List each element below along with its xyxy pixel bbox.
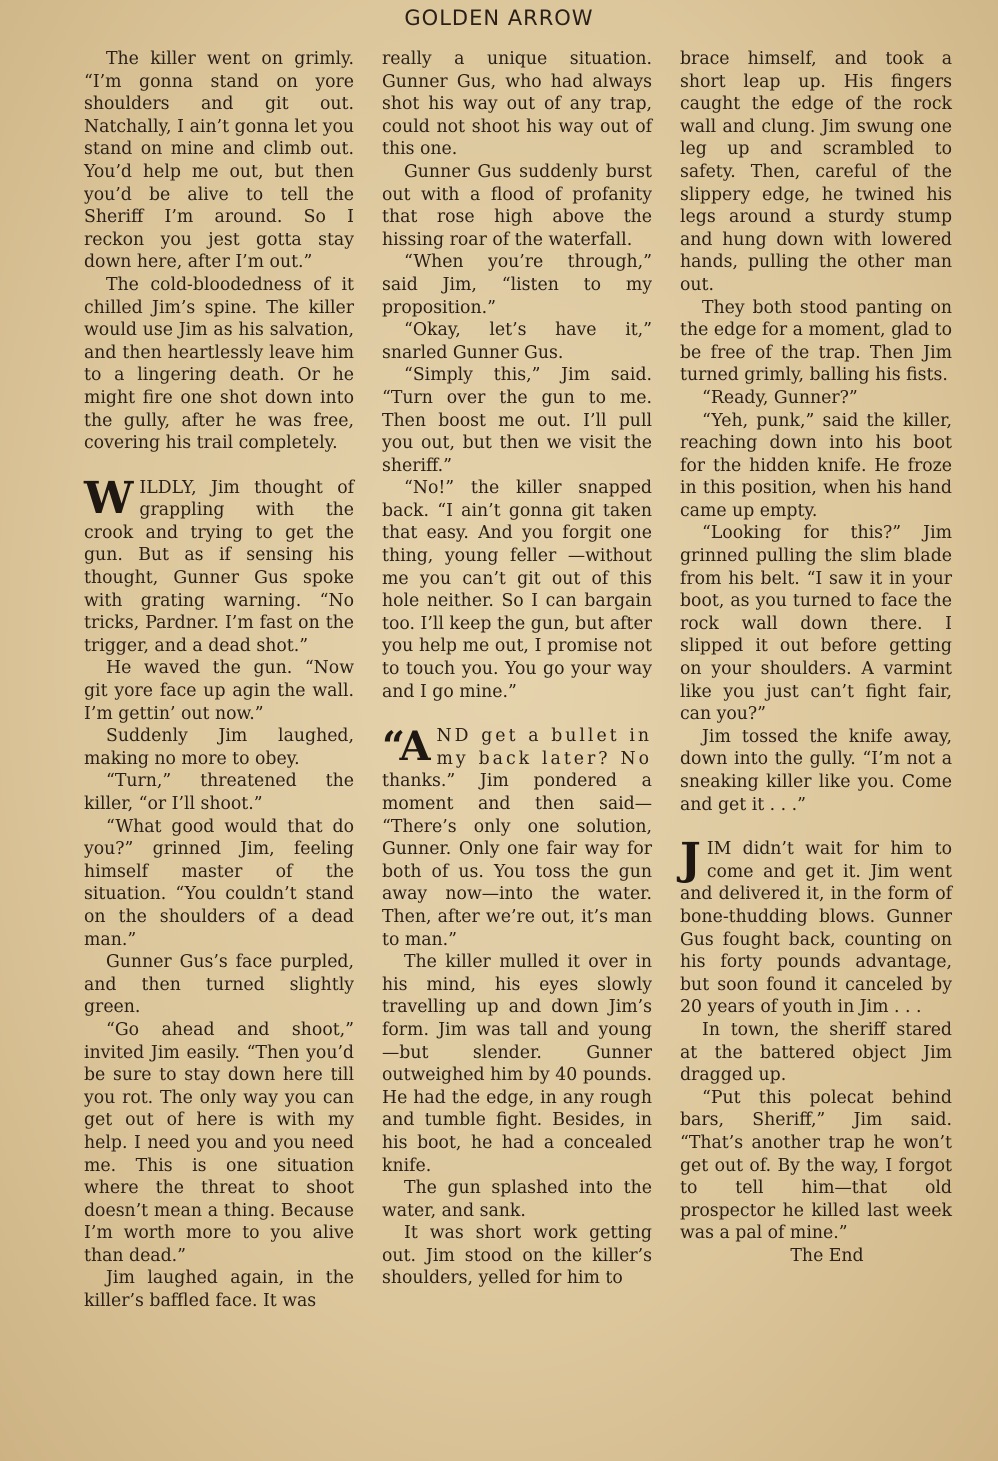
paragraph: “When you’re through,” said Jim, “listen to my proposition.” (382, 252, 652, 318)
paragraph: “Go ahead and shoot,” invited Jim easily. “Then you’d be sure to stay down here till you rot. The only way you can get out of here is with my help. I need you and you need me. This is one situation where the threat to shoot doesn’t mean a thing. Because I’m worth more to you alive than dead.” (84, 1019, 354, 1266)
paragraph: The killer mulled it over in his mind, his eyes slowly travelling up and down Jim’s form. Jim was tall and young —but slender. Gunner outweighed him by 40 pounds. He had the edge, in any rough and tumble fight. Besides, in his boot, he had a concealed knife. (382, 952, 652, 1176)
column-3 (680, 48, 952, 1267)
paragraph: The gun splashed into the water, and sank. (382, 1178, 652, 1221)
dropcap-letter: “A (382, 723, 431, 771)
dropcap-lead: ND get a bullet in my back later? No (436, 726, 652, 769)
column-2 (382, 48, 652, 1290)
dropcap-paragraph (382, 725, 652, 951)
paragraph: “Turn,” threatened the killer, “or I’ll shoot.” (84, 771, 354, 814)
paragraph: They both stood panting on the edge for a moment, glad to be free of the trap. Then Jim turned grimly, balling his fists. (680, 297, 952, 386)
paragraph: “Looking for this?” Jim grinned pulling the slim blade from his belt. “I saw it in your boot, as you turned to face the rock wall down there. I slipped it out before getting on your shoulders. A varmint like you just can’t fight fair, can you?” (680, 523, 952, 725)
paragraph: “Okay, let’s have it,” snarled Gunner Gus. (382, 320, 652, 363)
dropcap-text: Jim thought of grappling with the crook and trying to get the gun. But as if sensing his thought, Gunner Gus spoke with grating warning. “No tricks, Pardner. I’m fast on the trigger, and a dead shot.” (84, 477, 354, 656)
paragraph: Suddenly Jim laughed, making no more to obey. (84, 726, 354, 769)
dropcap-lead: IM (706, 839, 732, 860)
paragraph: The killer went on grimly. “I’m gonna stand on yore shoulders and git out. Natchally, I ain’t gonna let you stand on mine and climb out. You’d help me out, but then you’d be alive to tell the Sheriff I’m around. So I reckon you jest gotta stay down here, after I’m out.” (84, 49, 354, 273)
dropcap-paragraph (84, 472, 354, 658)
paragraph: “Yeh, punk,” said the killer, reaching down into his boot for the hidden knife. He froze in this position, when his hand came up empty. (680, 410, 952, 521)
paragraph: He waved the gun. “Now git yore face up agin the wall. I’m gettin’ out now.” (84, 658, 354, 724)
paragraph: Jim tossed the knife away, down into the gully. “I’m not a sneaking killer like you. Come and get it . . .” (680, 726, 952, 815)
paragraph: “Ready, Gunner?” (702, 387, 858, 408)
paragraph: Gunner Gus suddenly burst out with a flood of profanity that rose high above the hissing roar of the waterfall. (382, 161, 652, 250)
dropcap-text: didn’t wait for him to come and get it. Jim went and delivered it, in the form of bone-thudding blows. Gunner Gus fought back, counting on his forty pounds advantage, but soon found it canceled by 20 years of youth in Jim . . . (680, 839, 952, 1018)
dropcap-paragraph (680, 834, 952, 1019)
paragraph: Gunner Gus’s face purpled, and then turned slightly green. (84, 952, 354, 1018)
paragraph: Jim laughed again, in the killer’s baffled face. It was (84, 1268, 354, 1312)
page-header: GOLDEN ARROW (404, 6, 594, 30)
paragraph: “No!” the killer snapped back. “I ain’t gonna git taken that easy. And you forgit one thing, young feller —without me you can’t git out of this hole neither. So I can bargain too. I’ll keep the gun, but after you help me out, I promise not to touch you. You go your way and I go mine.” (382, 478, 652, 702)
paragraph: In town, the sheriff stared at the battered object Jim dragged up. (680, 1019, 952, 1086)
paragraph: brace himself, and took a short leap up. His fingers caught the edge of the rock wall and clung. Jim swung one leg up and scrambled to safety. Then, careful of the slippery edge, he twined his legs around a sturdy stump and hung down with lowered hands, pulling the other man out. (680, 49, 952, 295)
column-1 (84, 48, 354, 1313)
paragraph: It was short work getting out. Jim stood on the killer’s shoulders, yelled for him to (382, 1223, 652, 1289)
dropcap-letter: J (680, 834, 701, 886)
paragraph: really a unique situation. Gunner Gus, who had always shot his way out of any trap, could not shoot his way out of this one. (382, 49, 652, 160)
dropcap-letter: W (84, 472, 134, 524)
the-end-label: The End (790, 1245, 864, 1266)
paragraph: “Put this polecat behind bars, Sheriff,” Jim said. “That’s another trap he won’t get out of. By the way, I forgot to tell him—that old prospector he killed last week was a pal of mine.” (680, 1087, 952, 1244)
paragraph: “What good would that do you?” grinned Jim, feeling himself master of the situation. “You couldn’t stand on the shoulders of a dead man.” (84, 816, 354, 950)
paragraph: “Simply this,” Jim said. “Turn over the gun to me. Then boost me out. I’ll pull you out, but then we visit the sheriff.” (382, 365, 652, 476)
dropcap-lead: ILDLY, (139, 477, 197, 498)
paragraph: The cold-bloodedness of it chilled Jim’s spine. The killer would use Jim as his salvation, and then heartlessly leave him to a lingering death. Or he might fire one shot down into the gully, after he was free, covering his trail completely. (84, 274, 354, 454)
dropcap-text: thanks.” Jim pondered a moment and then said— “There’s only one solution, Gunner. Only one fair way for both of us. You toss the gun away now—into the water. Then, after we’re out, it’s man to man.” (382, 771, 652, 950)
